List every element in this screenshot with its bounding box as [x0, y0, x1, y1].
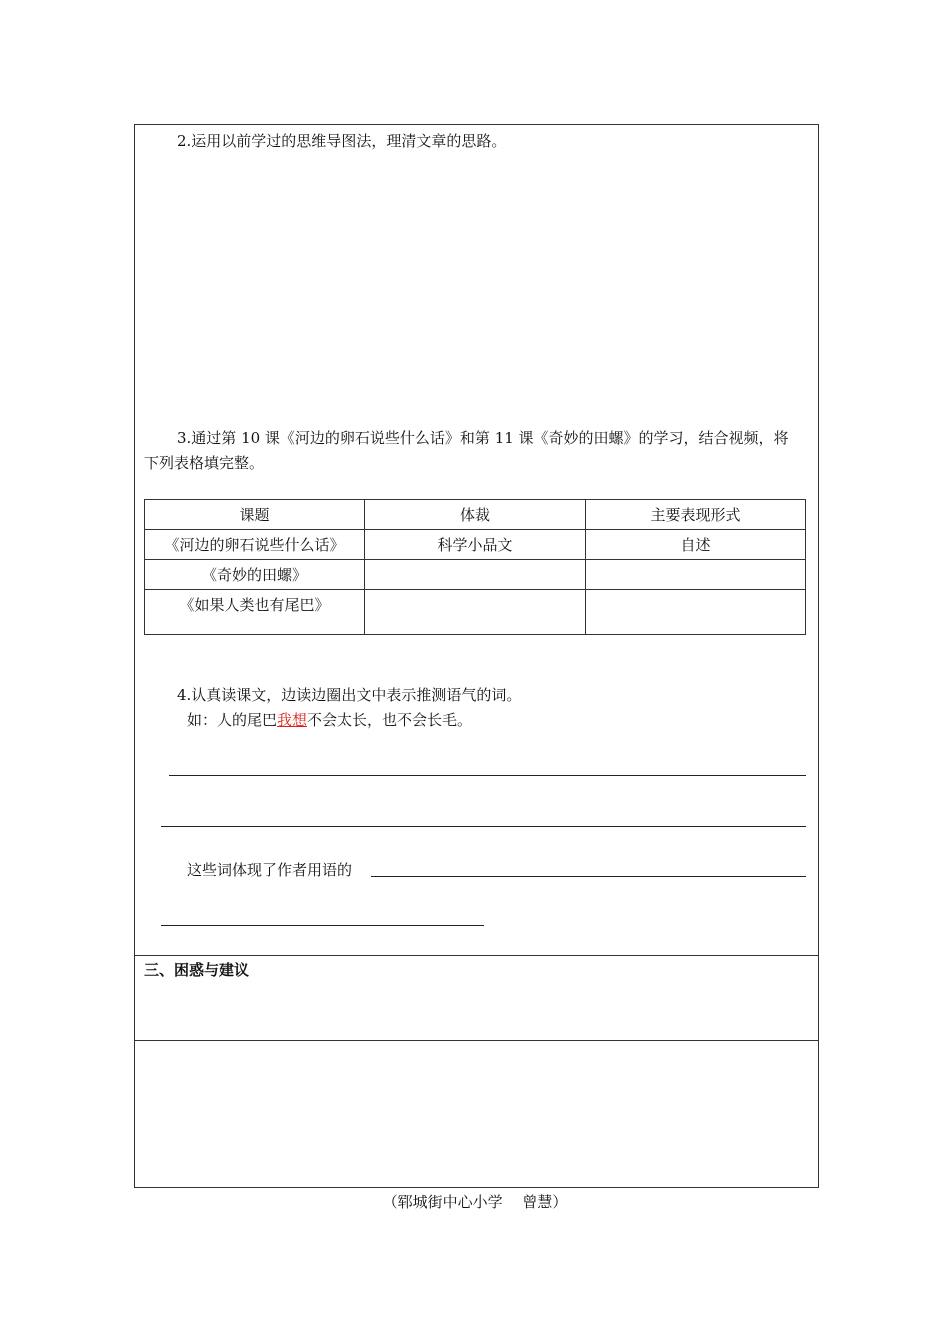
table-header-cell: 课题: [145, 500, 365, 530]
example-suffix: 不会太长，也不会长毛。: [307, 711, 473, 729]
table-cell: [586, 560, 806, 590]
table-cell: [365, 560, 586, 590]
conclusion-answer-line[interactable]: [161, 925, 484, 926]
table-header-row: [145, 500, 806, 530]
footer-attribution: （郓城街中心小学 曾慧）: [382, 1193, 568, 1211]
table-row: [145, 530, 806, 560]
answer-line[interactable]: [169, 775, 806, 776]
table-header-cell: 体裁: [365, 500, 586, 530]
table-cell: [586, 590, 806, 635]
question-2-text: 2.运用以前学过的思维导图法，理清文章的思路。: [177, 132, 507, 150]
table-cell: 《奇妙的田螺》: [145, 560, 365, 590]
question-4-text: 4.认真读课文，边读边圈出文中表示推测语气的词。: [177, 686, 522, 704]
suggestion-area[interactable]: [135, 1041, 818, 1187]
table-cell: 科学小品文: [365, 530, 586, 560]
example-prefix: 如：人的尾巴: [187, 711, 278, 729]
genre-table: [144, 499, 806, 635]
table-cell: [365, 590, 586, 635]
table-row: [145, 590, 806, 635]
conclusion-text: 这些词体现了作者用语的: [187, 861, 353, 879]
table-cell: 《河边的卵石说些什么话》: [145, 530, 365, 560]
answer-line[interactable]: [161, 826, 806, 827]
question-3-line-2: 下列表格填完整。: [144, 454, 265, 472]
question-3-line-1: 3.通过第 10 课《河边的卵石说些什么话》和第 11 课《奇妙的田螺》的学习，结合视频，将: [177, 429, 789, 447]
worksheet-frame: [134, 124, 819, 1188]
question-4-example: [187, 710, 472, 730]
example-highlight: 我想: [277, 711, 308, 729]
section-divider: [135, 955, 818, 956]
section-3-title: 三、困惑与建议: [144, 961, 250, 979]
table-cell: 自述: [586, 530, 806, 560]
table-row: [145, 560, 806, 590]
table-cell: 《如果人类也有尾巴》: [145, 590, 365, 635]
table-header-cell: 主要表现形式: [586, 500, 806, 530]
conclusion-answer-line[interactable]: [371, 876, 806, 877]
